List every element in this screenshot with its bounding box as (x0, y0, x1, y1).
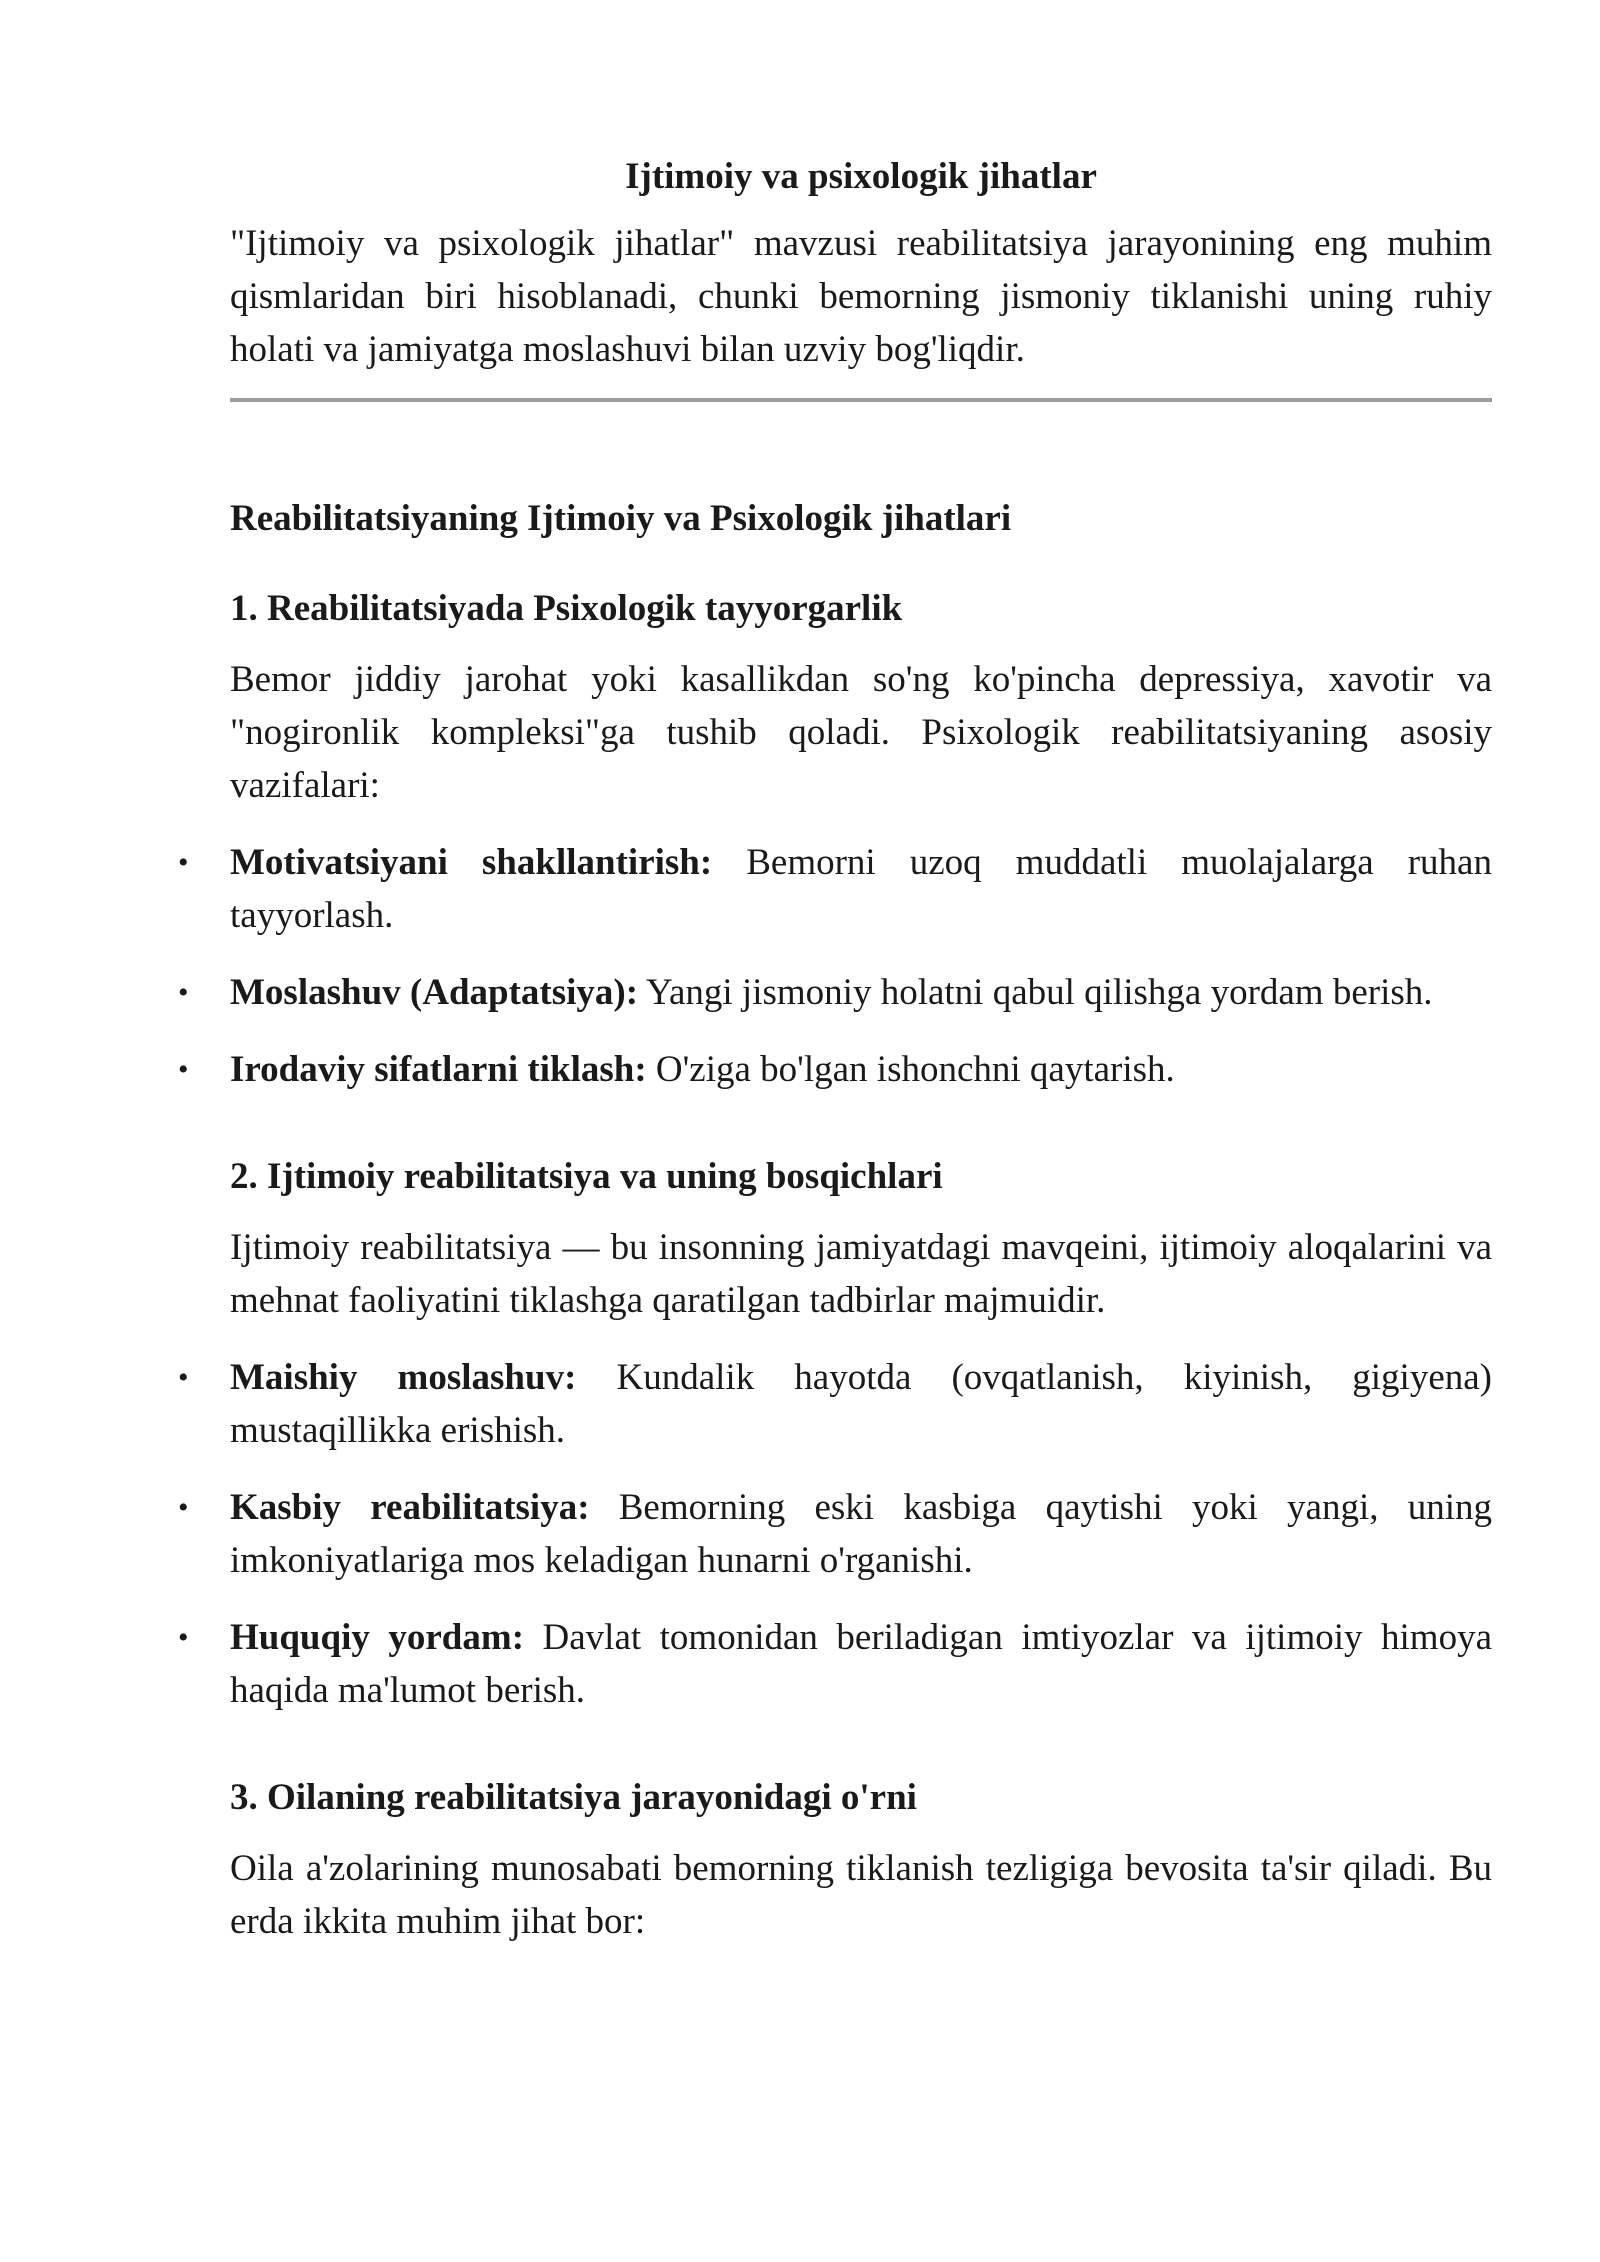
list-item (178, 836, 1492, 942)
intro-paragraph: "Ijtimoiy va psixologik jihatlar" mavzusi reabilitatsiya jarayonining eng muhim qismlaridan biri hisoblanadi, chunki bemorning jismoniy tiklanishi uning ruhiy holati va jamiyatga moslashuvi bilan uzviy bog'liqdir. (230, 223, 1492, 370)
bullet-list-2 (178, 1351, 1492, 1717)
bullet-icon: • (178, 1361, 189, 1394)
bullet-icon: • (178, 1491, 189, 1524)
list-item-text: Kundalik hayotda (ovqatlanish, kiyinish, gigiyena) mustaqillikka erishish. (230, 1357, 1492, 1451)
bullet-list-1 (178, 836, 1492, 1096)
section-heading-3: 3. Oilaning reabilitatsiya jarayonidagi o'rni (230, 1777, 917, 1818)
list-item (178, 1043, 1492, 1096)
list-item-text: Yangi jismoniy holatni qabul qilishga yordam berish. (638, 972, 1433, 1013)
section-text-3: Oila a'zolarining munosabati bemorning tiklanish tezligiga bevosita ta'sir qiladi. Bu erda ikkita muhim jihat bor: (230, 1848, 1492, 1942)
section-text-2: Ijtimoiy reabilitatsiya — bu insonning jamiyatdagi mavqeini, ijtimoiy aloqalarini va mehnat faoliyatini tiklashga qaratilgan tadbirlar majmuidir. (230, 1227, 1492, 1321)
list-item (178, 1481, 1492, 1587)
list-item-text: Bemorni uzoq muddatli muolajalarga ruhan tayyorlash. (230, 842, 1492, 936)
list-item-term: Motivatsiyani shakllantirish: (230, 842, 713, 883)
list-item (178, 1611, 1492, 1717)
list-item-text: O'ziga bo'lgan ishonchni qaytarish. (646, 1049, 1175, 1090)
section-heading-1: 1. Reabilitatsiyada Psixologik tayyorgarlik (230, 588, 903, 629)
main-heading: Reabilitatsiyaning Ijtimoiy va Psixologik jihatlari (230, 498, 1012, 539)
list-item-term: Maishiy moslashuv: (230, 1357, 577, 1398)
bullet-icon: • (178, 1053, 189, 1086)
list-item-term: Moslashuv (Adaptatsiya): (230, 972, 639, 1013)
list-item-text: Bemorning eski kasbiga qaytishi yoki yangi, uning imkoniyatlariga mos keladigan hunarni o'rganishi. (230, 1487, 1492, 1581)
section-text-1: Bemor jiddiy jarohat yoki kasallikdan so'ng ko'pincha depressiya, xavotir va "nogironlik kompleksi"ga tushib qoladi. Psixologik reabilitatsiyaning asosiy vazifalari: (230, 659, 1492, 806)
document-title: Ijtimoiy va psixologik jihatlar (625, 156, 1097, 197)
list-item (178, 1351, 1492, 1457)
document-page (178, 150, 1492, 1948)
list-item-text: Davlat tomonidan beriladigan imtiyozlar va ijtimoiy himoya haqida ma'lumot berish. (230, 1617, 1492, 1711)
bullet-icon: • (178, 976, 189, 1009)
list-item-term: Huquqiy yordam: (230, 1617, 525, 1658)
list-item (178, 966, 1492, 1019)
list-item-term: Kasbiy reabilitatsiya: (230, 1487, 590, 1528)
bullet-icon: • (178, 1621, 189, 1654)
horizontal-rule (230, 398, 1492, 402)
bullet-icon: • (178, 846, 189, 879)
list-item-term: Irodaviy sifatlarni tiklash: (230, 1049, 647, 1090)
section-heading-2: 2. Ijtimoiy reabilitatsiya va uning bosqichlari (230, 1156, 943, 1197)
